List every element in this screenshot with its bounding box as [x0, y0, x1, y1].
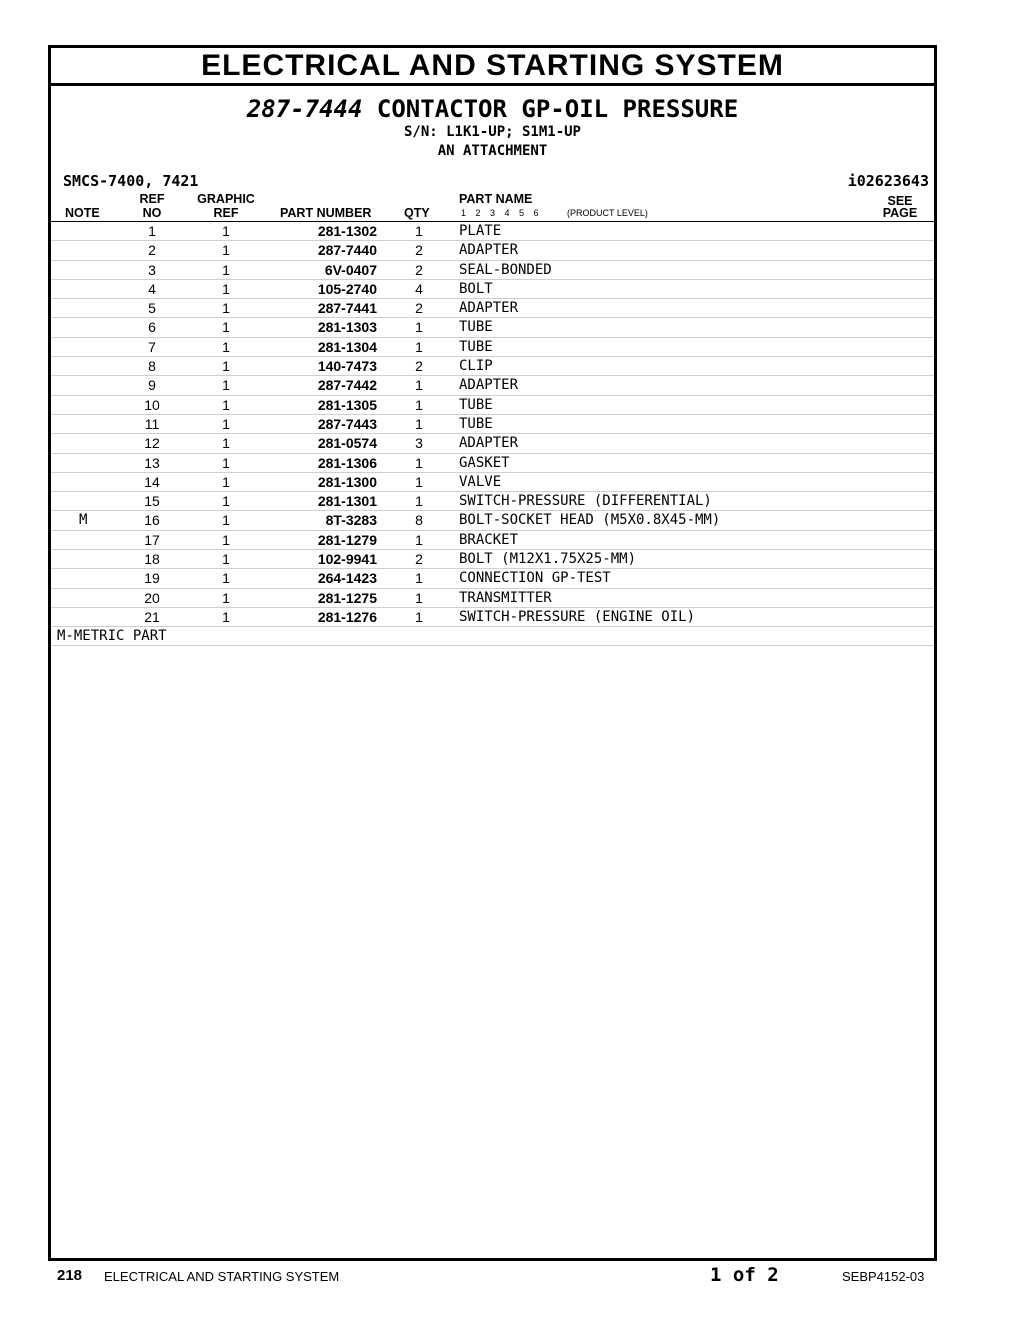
cell-name: BRACKET — [459, 531, 519, 548]
col-ref-bottom: NO — [142, 206, 162, 220]
cell-graphic: 1 — [222, 415, 230, 432]
cell-ref: 12 — [144, 435, 160, 452]
cell-name: SEAL-BONDED — [459, 261, 552, 278]
cell-graphic: 1 — [222, 280, 230, 297]
cell-ref: 13 — [144, 454, 160, 471]
cell-qty: 1 — [415, 223, 423, 239]
cell-name: VALVE — [459, 473, 502, 490]
cell-graphic: 1 — [222, 531, 230, 548]
group-name: CONTACTOR GP-OIL PRESSURE — [376, 95, 739, 123]
cell-graphic: 1 — [222, 608, 230, 625]
cell-ref: 19 — [144, 570, 160, 587]
table-row — [51, 608, 934, 627]
doc-number: SEBP4152-03 — [842, 1269, 925, 1284]
table-row — [51, 299, 934, 318]
cell-ref: 4 — [148, 280, 156, 297]
cell-graphic: 1 — [222, 512, 230, 529]
cell-qty: 1 — [415, 454, 423, 471]
cell-ref: 16 — [144, 512, 160, 529]
table-row — [51, 415, 934, 434]
cell-graphic: 1 — [222, 358, 230, 375]
cell-graphic: 1 — [222, 473, 230, 490]
table-row — [51, 376, 934, 395]
cell-name: TUBE — [459, 338, 493, 355]
table-row — [51, 318, 934, 337]
col-product-level-label: (PRODUCT LEVEL) — [567, 208, 648, 218]
cell-name: CONNECTION GP-TEST — [459, 570, 611, 587]
cell-ref: 15 — [144, 493, 160, 510]
cell-ref: 5 — [148, 300, 156, 317]
cell-note: M — [79, 512, 88, 529]
table-row — [51, 492, 934, 511]
smcs-code: SMCS-7400, 7421 — [63, 172, 199, 190]
cell-qty: 2 — [415, 358, 423, 375]
cell-part-number: 287-7441 — [317, 300, 377, 317]
cell-ref: 7 — [148, 338, 156, 355]
cell-qty: 1 — [415, 608, 423, 625]
table-row — [51, 261, 934, 280]
col-graphic-top: GRAPHIC — [197, 192, 255, 206]
cell-qty: 1 — [415, 589, 423, 606]
serial-range: S/N: L1K1-UP; S1M1-UP — [403, 124, 581, 140]
cell-qty: 1 — [415, 531, 423, 548]
cell-qty: 2 — [415, 551, 423, 568]
table-row — [51, 454, 934, 473]
table-row — [51, 511, 934, 530]
cell-ref: 18 — [144, 551, 160, 568]
cell-name: GASKET — [459, 454, 510, 471]
table-row — [51, 434, 934, 453]
cell-qty: 2 — [415, 261, 423, 278]
cell-name: ADAPTER — [459, 377, 519, 394]
col-see-bottom: PAGE — [882, 206, 918, 220]
cell-part-number: 281-1305 — [317, 396, 377, 413]
cell-name: PLATE — [459, 223, 502, 239]
col-ref-top: REF — [139, 192, 165, 206]
page-number: 218 — [57, 1267, 83, 1284]
cell-graphic: 1 — [222, 319, 230, 336]
table-row — [51, 280, 934, 299]
table-row — [51, 531, 934, 550]
col-product-levels: 1 2 3 4 5 6 — [461, 208, 539, 218]
cell-name: TRANSMITTER — [459, 589, 552, 606]
cell-ref: 6 — [148, 319, 156, 336]
cell-part-number: 287-7443 — [317, 415, 377, 432]
cell-graphic: 1 — [222, 377, 230, 394]
cell-part-number: 264-1423 — [317, 570, 377, 587]
cell-ref: 21 — [144, 608, 160, 625]
cell-part-number: 281-1275 — [317, 589, 377, 606]
table-row — [51, 396, 934, 415]
cell-graphic: 1 — [222, 300, 230, 317]
cell-name: TUBE — [459, 396, 493, 413]
cell-qty: 1 — [415, 396, 423, 413]
cell-part-number: 6V-0407 — [324, 261, 377, 278]
cell-part-number: 287-7440 — [317, 242, 377, 259]
cell-name: BOLT (M12X1.75X25-MM) — [459, 551, 637, 568]
footer-section: ELECTRICAL AND STARTING SYSTEM — [104, 1269, 340, 1284]
cell-qty: 1 — [415, 493, 423, 510]
cell-graphic: 1 — [222, 223, 230, 239]
cell-ref: 11 — [144, 415, 160, 432]
table-header — [51, 192, 934, 222]
group-part-number: 287-7444 — [246, 95, 363, 123]
attachment-label: AN ATTACHMENT — [437, 143, 548, 159]
cell-ref: 14 — [144, 473, 160, 490]
footnote — [51, 627, 934, 646]
cell-part-number: 281-0574 — [317, 435, 377, 452]
cell-ref: 1 — [148, 223, 156, 239]
table-row — [51, 357, 934, 376]
cell-name: BOLT — [459, 280, 493, 297]
table-row — [51, 550, 934, 569]
cell-name: CLIP — [459, 358, 493, 375]
col-see-top: SEE — [887, 194, 913, 208]
cell-part-number: 281-1276 — [317, 608, 377, 625]
cell-name: ADAPTER — [459, 300, 519, 317]
cell-ref: 9 — [148, 377, 156, 394]
cell-part-number: 140-7473 — [317, 358, 377, 375]
table-row — [51, 589, 934, 608]
parts-page-frame — [48, 45, 937, 1261]
cell-ref: 17 — [144, 531, 160, 548]
cell-ref: 8 — [148, 358, 156, 375]
cell-ref: 2 — [148, 242, 156, 259]
cell-name: TUBE — [459, 319, 493, 336]
cell-qty: 3 — [415, 435, 423, 452]
cell-name: BOLT-SOCKET HEAD (M5X0.8X45-MM) — [459, 512, 721, 529]
col-part-number: PART NUMBER — [280, 206, 372, 220]
smcs-row — [51, 170, 934, 192]
cell-graphic: 1 — [222, 435, 230, 452]
cell-graphic: 1 — [222, 242, 230, 259]
cell-qty: 4 — [415, 280, 423, 297]
cell-graphic: 1 — [222, 454, 230, 471]
cell-graphic: 1 — [222, 493, 230, 510]
cell-name: TUBE — [459, 415, 493, 432]
cell-graphic: 1 — [222, 551, 230, 568]
cell-qty: 2 — [415, 300, 423, 317]
doc-id: i02623643 — [847, 172, 929, 190]
table-row — [51, 473, 934, 492]
col-note: NOTE — [65, 206, 100, 220]
table-row — [51, 569, 934, 588]
table-row — [51, 241, 934, 260]
cell-part-number: 281-1302 — [317, 223, 377, 239]
col-graphic-bottom: REF — [213, 206, 239, 220]
system-title: ELECTRICAL AND STARTING SYSTEM — [51, 48, 934, 86]
cell-name: ADAPTER — [459, 435, 519, 452]
parts-table — [51, 222, 934, 627]
metric-note: M-METRIC PART — [57, 628, 167, 645]
cell-name: SWITCH-PRESSURE (ENGINE OIL) — [459, 608, 696, 625]
cell-part-number: 281-1306 — [317, 454, 377, 471]
cell-part-number: 281-1279 — [317, 531, 377, 548]
cell-qty: 1 — [415, 338, 423, 355]
cell-part-number: 281-1300 — [317, 473, 377, 490]
cell-part-number: 281-1303 — [317, 319, 377, 336]
cell-ref: 10 — [144, 396, 160, 413]
page-footer — [0, 1264, 1020, 1290]
page-of: 1 of 2 — [710, 1264, 779, 1286]
cell-graphic: 1 — [222, 338, 230, 355]
cell-part-number: 287-7442 — [317, 377, 377, 394]
col-part-name: PART NAME — [459, 192, 533, 206]
table-row — [51, 222, 934, 241]
cell-part-number: 102-9941 — [317, 551, 377, 568]
group-title — [51, 95, 934, 123]
cell-qty: 8 — [415, 512, 423, 529]
cell-name: ADAPTER — [459, 242, 519, 259]
cell-graphic: 1 — [222, 396, 230, 413]
cell-ref: 3 — [148, 261, 156, 278]
cell-graphic: 1 — [222, 570, 230, 587]
cell-graphic: 1 — [222, 261, 230, 278]
cell-name: SWITCH-PRESSURE (DIFFERENTIAL) — [459, 493, 712, 510]
cell-part-number: 8T-3283 — [325, 512, 377, 529]
col-qty: QTY — [404, 206, 430, 220]
cell-qty: 1 — [415, 415, 423, 432]
cell-part-number: 281-1304 — [317, 338, 377, 355]
cell-qty: 1 — [415, 377, 423, 394]
cell-qty: 2 — [415, 242, 423, 259]
cell-qty: 1 — [415, 319, 423, 336]
cell-graphic: 1 — [222, 589, 230, 606]
cell-qty: 1 — [415, 473, 423, 490]
cell-ref: 20 — [144, 589, 160, 606]
cell-part-number: 281-1301 — [317, 493, 377, 510]
cell-qty: 1 — [415, 570, 423, 587]
cell-part-number: 105-2740 — [317, 280, 377, 297]
table-row — [51, 338, 934, 357]
